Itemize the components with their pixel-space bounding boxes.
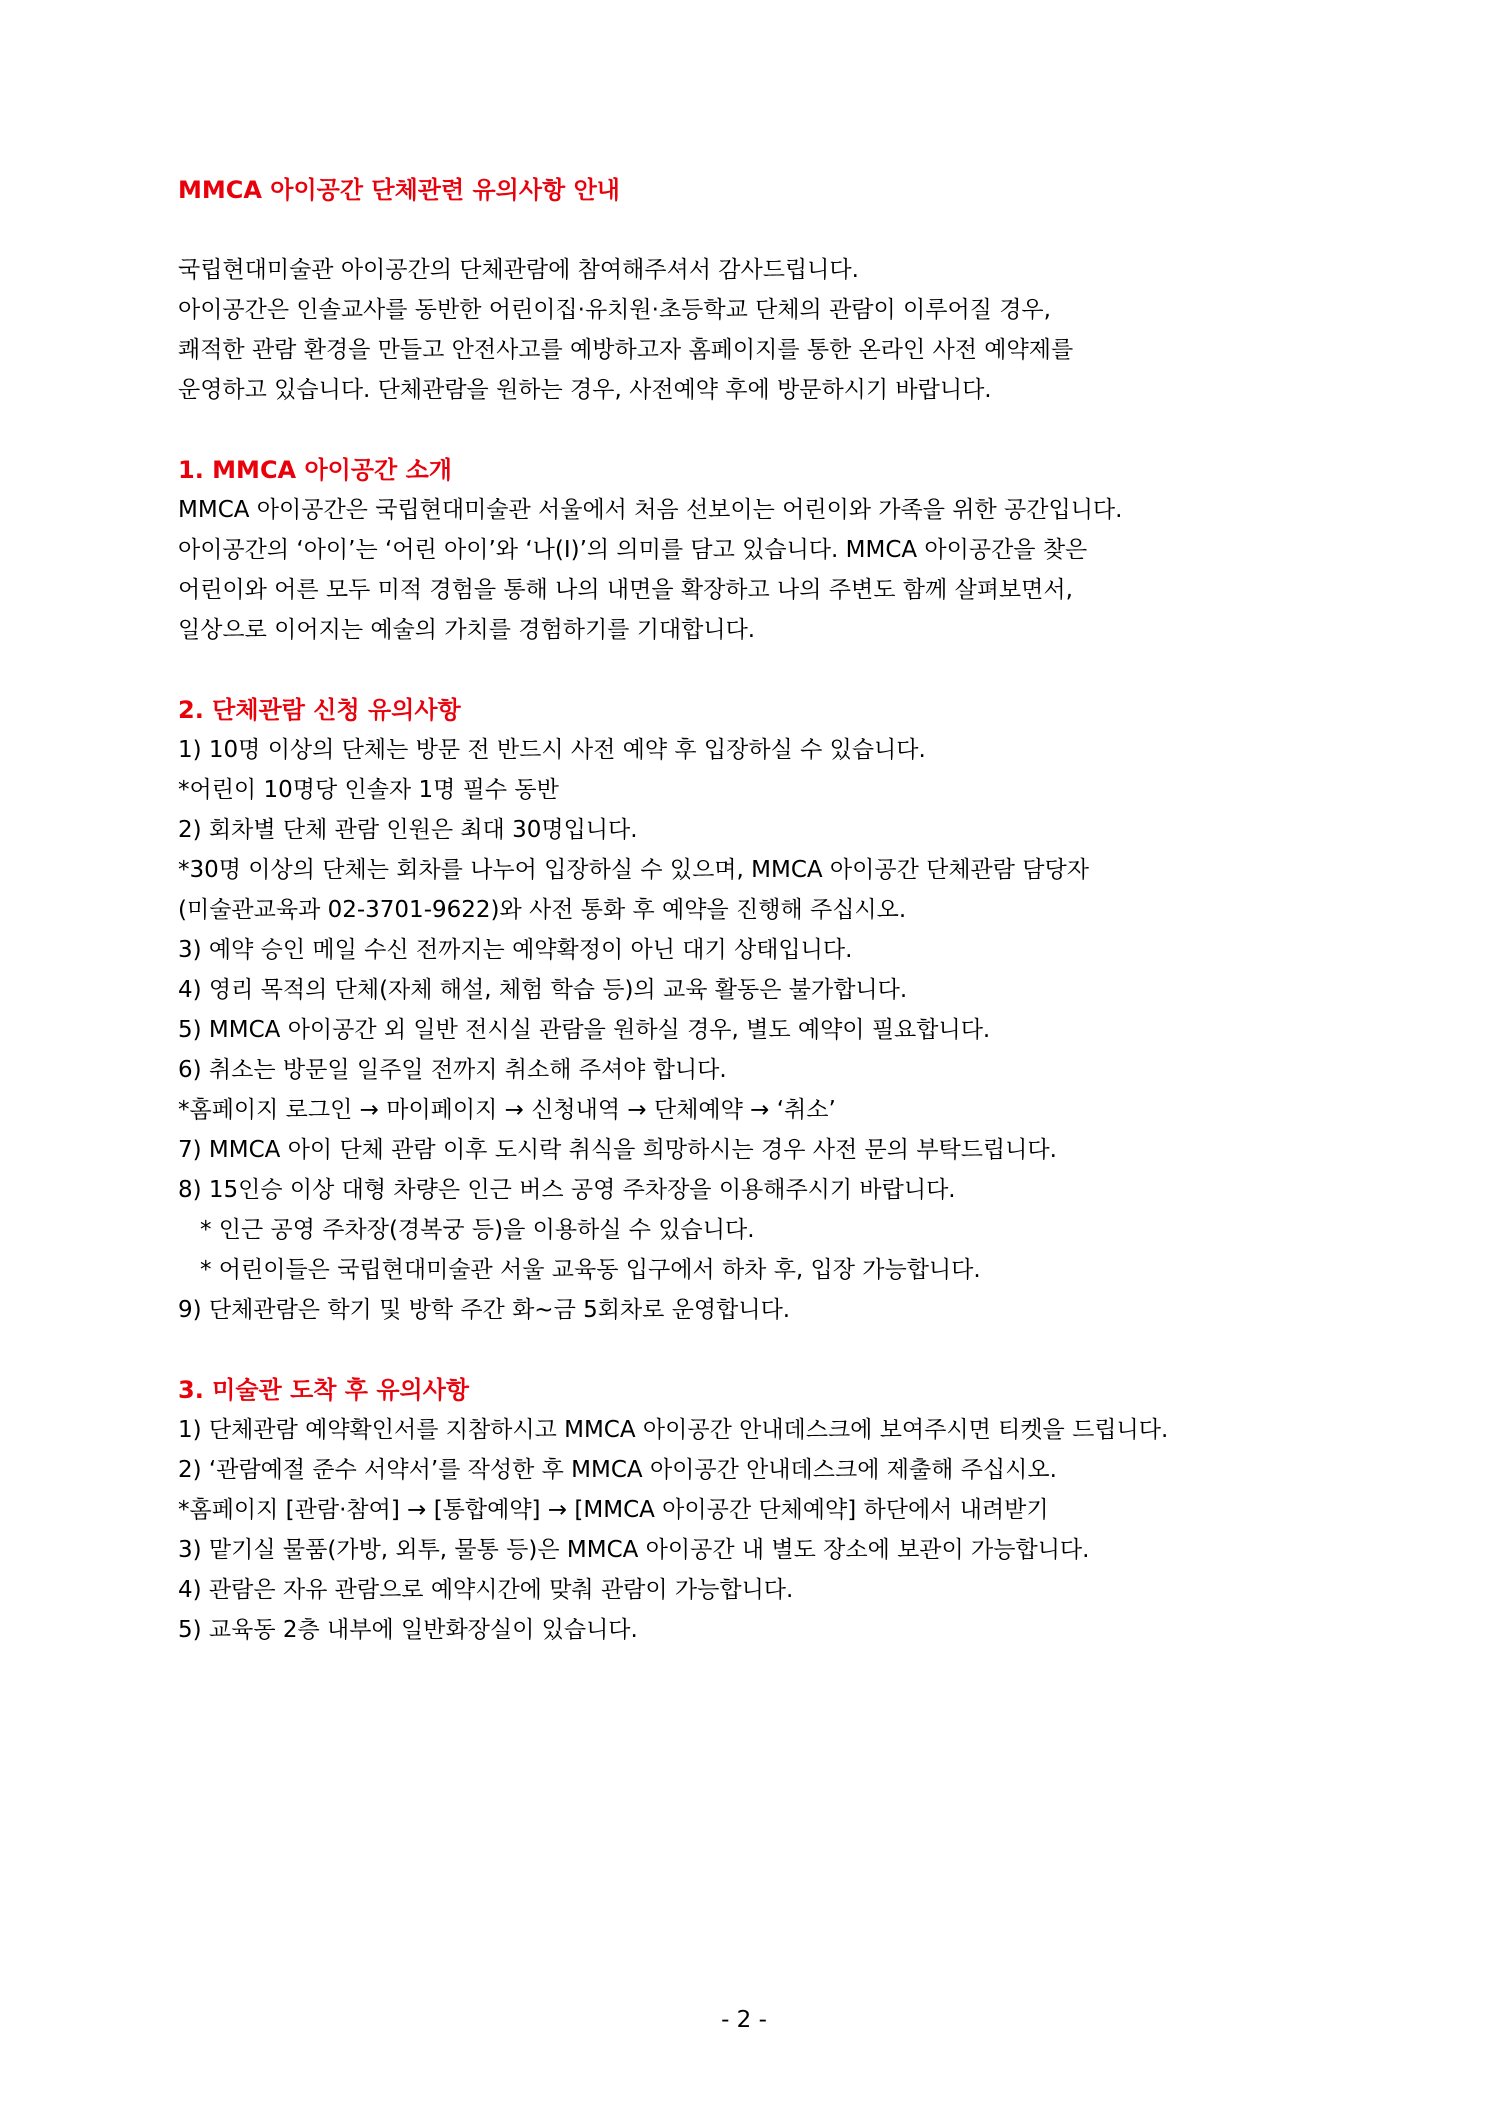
section-line: 아이공간의 ‘아이’는 ‘어린 아이’와 ‘나(I)’의 의미를 담고 있습니다. MMCA 아이공간을 찾은 — [178, 537, 1088, 563]
spacer — [178, 210, 1338, 250]
intro-paragraph — [178, 250, 1338, 410]
section-line: 8) 15인승 이상 대형 차량은 인근 버스 공영 주차장을 이용해주시기 바랍니다. — [178, 1177, 956, 1203]
section-line: 5) MMCA 아이공간 외 일반 전시실 관람을 원하실 경우, 별도 예약이 필요합니다. — [178, 1017, 991, 1043]
spacer — [178, 650, 1338, 690]
section-line: 6) 취소는 방문일 일주일 전까지 취소해 주셔야 합니다. — [178, 1057, 727, 1083]
section-line: 1) 10명 이상의 단체는 방문 전 반드시 사전 예약 후 입장하실 수 있습니다. — [178, 737, 926, 763]
section-sub-note: * 어린이들은 국립현대미술관 서울 교육동 입구에서 하차 후, 입장 가능합니다. — [200, 1257, 981, 1283]
page-number: - 2 - — [721, 2007, 767, 2033]
spacer — [178, 1330, 1338, 1370]
section-line: 어린이와 어른 모두 미적 경험을 통해 나의 내면을 확장하고 나의 주변도 함께 살펴보면서, — [178, 577, 1073, 603]
section-line: 4) 관람은 자유 관람으로 예약시간에 맞춰 관람이 가능합니다. — [178, 1577, 794, 1603]
section-line: 3) 예약 승인 메일 수신 전까지는 예약확정이 아닌 대기 상태입니다. — [178, 937, 853, 963]
document-title: MMCA 아이공간 단체관련 유의사항 안내 — [178, 176, 620, 204]
intro-line: 쾌적한 관람 환경을 만들고 안전사고를 예방하고자 홈페이지를 통한 온라인 사전 예약제를 — [178, 337, 1074, 363]
section-line: MMCA 아이공간은 국립현대미술관 서울에서 처음 선보이는 어린이와 가족을 위한 공간입니다. — [178, 497, 1123, 523]
section-line: 4) 영리 목적의 단체(자체 해설, 체험 학습 등)의 교육 활동은 불가합니다. — [178, 977, 908, 1003]
section-note: *30명 이상의 단체는 회차를 나누어 입장하실 수 있으며, MMCA 아이공간 단체관람 담당자 — [178, 857, 1089, 883]
intro-line: 국립현대미술관 아이공간의 단체관람에 참여해주셔서 감사드립니다. — [178, 257, 859, 283]
spacer — [178, 410, 1338, 450]
section-note: *어린이 10명당 인솔자 1명 필수 동반 — [178, 777, 559, 803]
section-heading: 3. 미술관 도착 후 유의사항 — [178, 1376, 470, 1404]
section-line: 3) 맡기실 물품(가방, 외투, 물통 등)은 MMCA 아이공간 내 별도 장소에 보관이 가능합니다. — [178, 1537, 1090, 1563]
section-line: 일상으로 이어지는 예술의 가치를 경험하기를 기대합니다. — [178, 617, 756, 643]
section-line: 5) 교육동 2층 내부에 일반화장실이 있습니다. — [178, 1617, 638, 1643]
section-line: 2) 회차별 단체 관람 인원은 최대 30명입니다. — [178, 817, 638, 843]
section-arrival — [178, 1370, 1338, 1650]
section-introduction — [178, 450, 1338, 650]
intro-line: 아이공간은 인솔교사를 동반한 어린이집·유치원·초등학교 단체의 관람이 이루어질 경우, — [178, 297, 1051, 323]
section-note: *홈페이지 [관람·참여] → [통합예약] → [MMCA 아이공간 단체예약] 하단에서 내려받기 — [178, 1497, 1049, 1523]
section-line: 7) MMCA 아이 단체 관람 이후 도시락 취식을 희망하시는 경우 사전 문의 부탁드립니다. — [178, 1137, 1057, 1163]
section-heading: 2. 단체관람 신청 유의사항 — [178, 696, 461, 724]
document-body — [178, 170, 1338, 1650]
section-line: 9) 단체관람은 학기 및 방학 주간 화~금 5회차로 운영합니다. — [178, 1297, 791, 1323]
section-note: *홈페이지 로그인 → 마이페이지 → 신청내역 → 단체예약 → ‘취소’ — [178, 1097, 836, 1123]
section-note: (미술관교육과 02-3701-9622)와 사전 통화 후 예약을 진행해 주십시오. — [178, 897, 907, 923]
section-sub-note: * 인근 공영 주차장(경복궁 등)을 이용하실 수 있습니다. — [200, 1217, 755, 1243]
section-line: 2) ‘관람예절 준수 서약서’를 작성한 후 MMCA 아이공간 안내데스크에 제출해 주십시오. — [178, 1457, 1057, 1483]
section-line: 1) 단체관람 예약확인서를 지참하시고 MMCA 아이공간 안내데스크에 보여주시면 티켓을 드립니다. — [178, 1417, 1169, 1443]
section-group-application — [178, 690, 1338, 1330]
intro-line: 운영하고 있습니다. 단체관람을 원하는 경우, 사전예약 후에 방문하시기 바랍니다. — [178, 377, 992, 403]
section-heading: 1. MMCA 아이공간 소개 — [178, 456, 452, 484]
